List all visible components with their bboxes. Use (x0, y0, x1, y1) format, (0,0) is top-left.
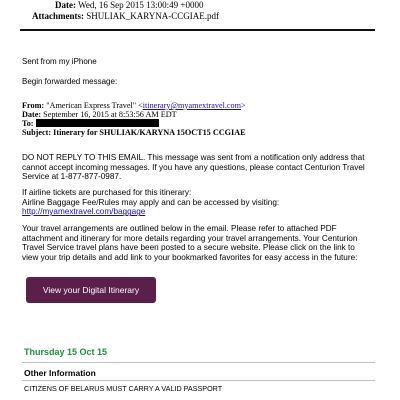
baggage-line-1: If airline tickets are purchased for this itinerary: (22, 188, 192, 197)
forwarded-date-value: September 16, 2015 at 8:53:56 AM EDT (43, 110, 177, 119)
arrangements-paragraph: Your travel arrangements are outlined below in the email. Please refer to attached PDF attachment and itinerary for more details regarding your travel arrangements. Your Centurion Travel Service travel plans have been posted to a secure website. Please click on the link to view your trip details and add link to your bookmarked favorites for easy access in the future: (22, 224, 358, 262)
forwarded-subject-row (22, 128, 246, 137)
header-date-label: Date: (55, 0, 76, 10)
forwarded-date-row (22, 110, 177, 119)
sent-from-line: Sent from my iPhone (22, 57, 97, 66)
forwarded-from-close: > (241, 101, 246, 110)
attachment-filename[interactable]: SHULIAK_KARYNA-CCGIAE.pdf (86, 11, 219, 21)
baggage-paragraph (22, 188, 372, 217)
passport-notice: CITIZENS OF BELARUS MUST CARRY A VALID PASSPORT (24, 384, 223, 393)
view-digital-itinerary-button[interactable]: View your Digital Itinerary (26, 277, 156, 303)
forwarded-from-label: From: (22, 101, 45, 110)
itinerary-date-heading: Thursday 15 Oct 15 (24, 347, 108, 357)
begin-forwarded-line: Begin forwarded message: (22, 77, 118, 86)
forwarded-subject-value: Itinerary for SHULIAK/KARYNA 15OCT15 CCGIAE (53, 128, 246, 137)
baggage-link[interactable]: http://myamextravel.com/baggage (22, 207, 146, 217)
forwarded-to-row (22, 119, 159, 128)
section-divider-lower (22, 380, 375, 381)
baggage-line-2: Airline Baggage Fee/Rules may apply and can be accessed by visiting: (22, 197, 280, 207)
forwarded-from-email-link[interactable]: itinerary@myamextravel.com (142, 101, 242, 110)
header-date-row (55, 0, 203, 10)
forwarded-to-label: To: (22, 119, 34, 128)
header-divider (20, 29, 375, 31)
forwarded-subject-label: Subject: (22, 128, 52, 137)
forwarded-date-label: Date: (22, 110, 42, 119)
forwarded-from-name: "American Express Travel" < (46, 101, 143, 110)
section-divider (22, 362, 375, 363)
header-attachments-label: Attachments: (32, 11, 84, 21)
forwarded-from-row (22, 101, 246, 110)
header-attachments-row (32, 11, 219, 21)
redacted-recipient (36, 119, 159, 127)
header-date-value: Wed, 16 Sep 2015 13:00:49 +0000 (78, 0, 204, 10)
no-reply-paragraph: DO NOT REPLY TO THIS EMAIL. This message was sent from a notification only address that cannot accept incoming messages. If you have any questions, please contact Centurion Travel Service at 1-877-877-0987. (22, 153, 365, 182)
other-information-heading: Other Information (24, 368, 96, 378)
